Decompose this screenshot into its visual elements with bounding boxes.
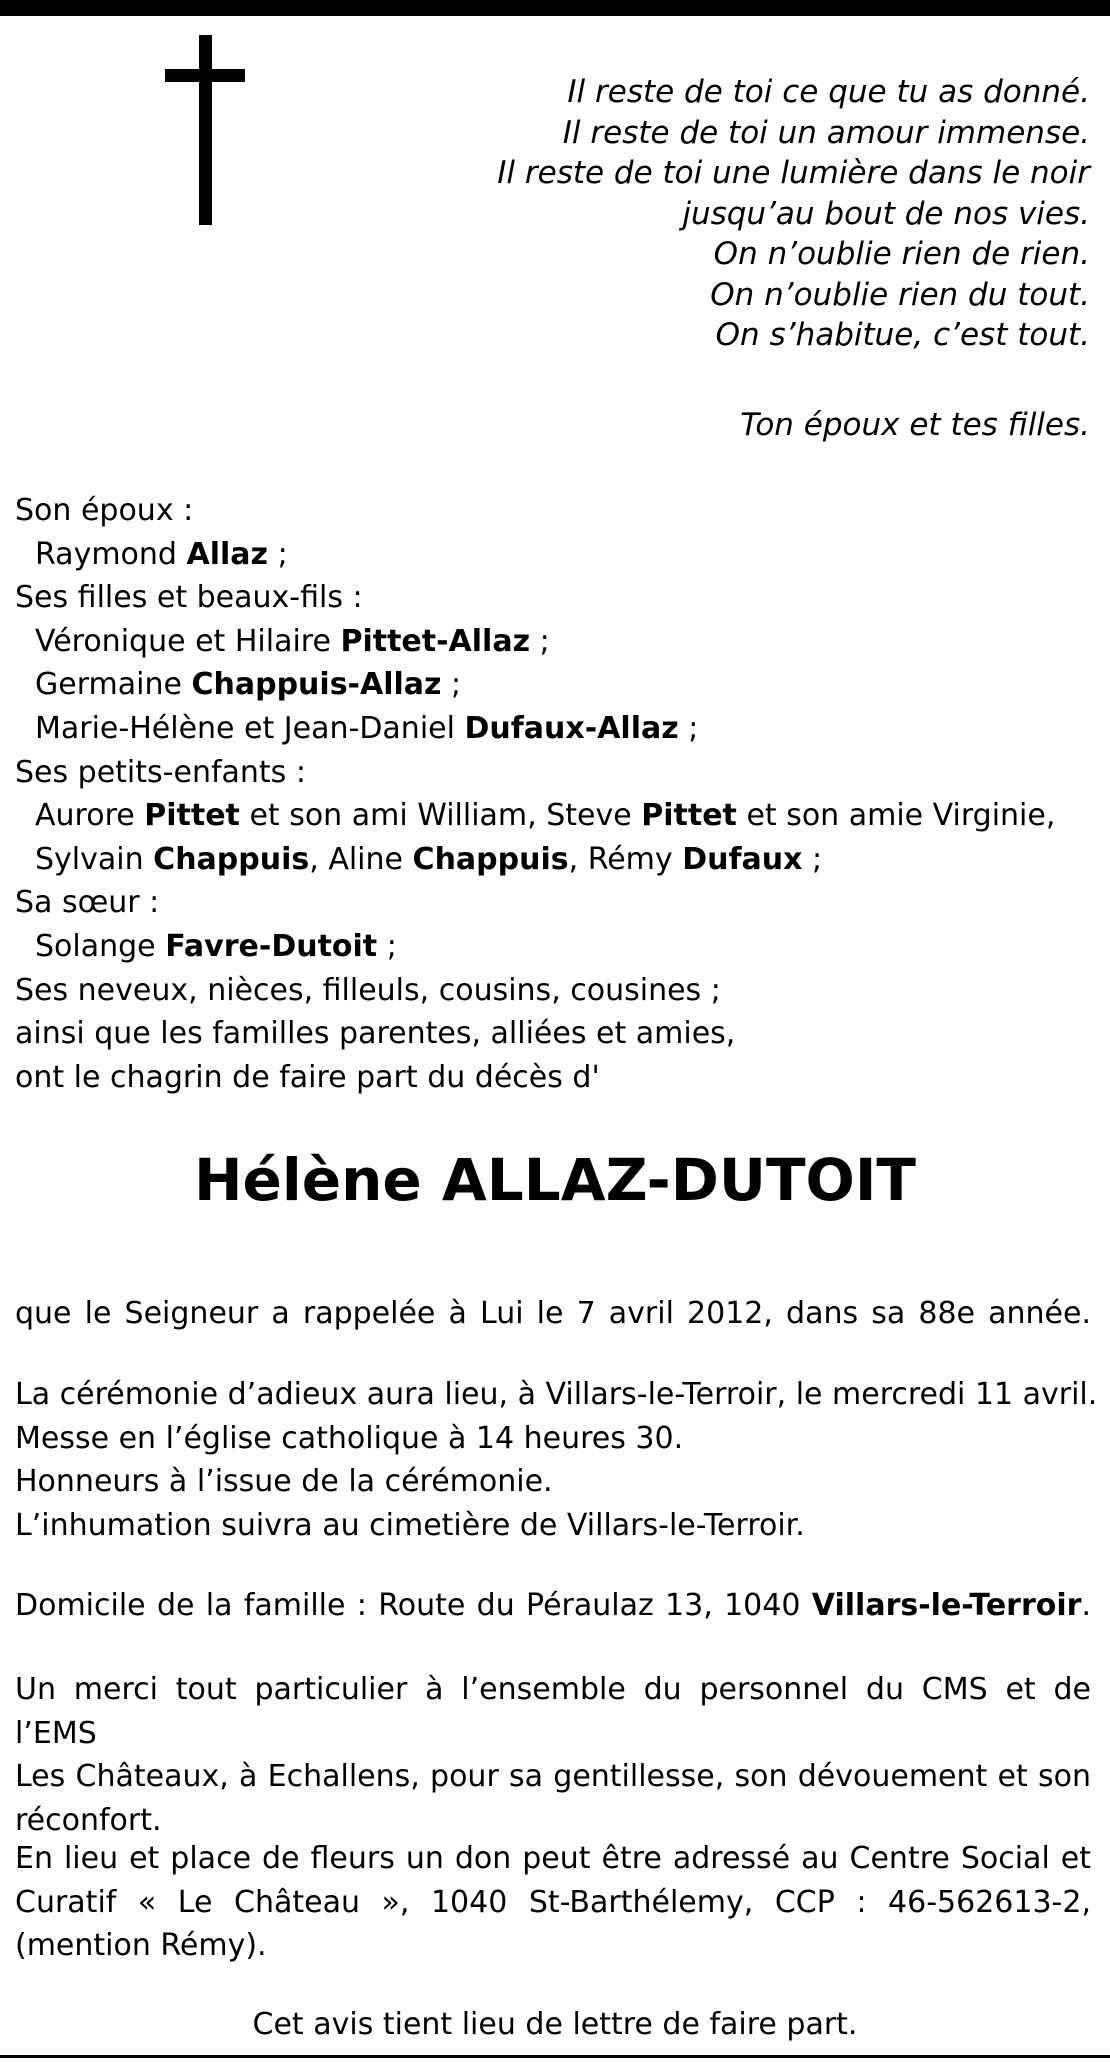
cross-icon	[165, 35, 245, 225]
domicile-line: Domicile de la famille : Route du Péraulaz 13, 1040 Villars-le-Terroir.	[15, 1588, 1091, 1623]
spouse-heading: Son époux :	[15, 493, 194, 528]
thanks-line: réconfort.	[15, 1802, 162, 1838]
donation-line: Curatif « Le Château », 1040 St-Barthélemy, CCP : 46-562613-2,	[15, 1884, 1091, 1920]
domicile-place: Villars-le-Terroir	[811, 1588, 1082, 1623]
ceremony-line: L’inhumation suivra au cimetière de Villars-le-Terroir.	[15, 1507, 805, 1543]
thanks-line: Les Châteaux, à Echallens, pour sa gentillesse, son dévouement et son	[15, 1759, 1091, 1794]
bottom-border	[0, 2055, 1110, 2058]
grandchildren-line: Aurore Pittet et son ami William, Steve Pittet et son amie Virginie,	[35, 798, 1056, 834]
grandchildren-line: Sylvain Chappuis, Aline Chappuis, Rémy Dufaux ;	[35, 841, 823, 877]
ceremony-line: La cérémonie d’adieux aura lieu, à Villars-le-Terroir, le mercredi 11 avril.	[15, 1377, 1098, 1412]
thanks-line: Un merci tout particulier à l’ensemble du personnel du CMS et de l’EMS	[15, 1672, 1091, 1751]
poem-line: jusqu’au bout de nos vies.	[682, 195, 1090, 232]
deceased-name: Hélène ALLAZ-DUTOIT	[194, 1146, 916, 1214]
relatives-line: Ses neveux, nièces, filleuls, cousins, cousines ;	[15, 972, 721, 1008]
thanks	[15, 1668, 1091, 1842]
poem-line: On n’oublie rien de rien.	[713, 236, 1090, 272]
poem-line: On s’habitue, c’est tout.	[715, 317, 1090, 353]
domicile	[15, 1584, 1091, 1628]
donation	[15, 1837, 1091, 1968]
ceremony-line: Messe en l’église catholique à 14 heures 30.	[15, 1420, 684, 1456]
ceremony-line: Honneurs à l’issue de la cérémonie.	[15, 1464, 553, 1499]
grandchildren-heading: Ses petits-enfants :	[15, 754, 306, 790]
sister-line: Solange Favre-Dutoit ;	[35, 928, 397, 964]
announcement-line: ont le chagrin de faire part du décès d'	[15, 1059, 600, 1095]
poem-line: Il reste de toi une lumière dans le noir	[497, 155, 1090, 191]
death-notice	[15, 1292, 1091, 1336]
donation-line: (mention Rémy).	[15, 1928, 267, 1963]
poem-line: Il reste de toi un amour immense.	[562, 114, 1090, 151]
sister-heading: Sa sœur :	[15, 885, 160, 921]
poem-signature: Ton époux et tes filles.	[740, 407, 1090, 443]
daughter-line: Germaine Chappuis-Allaz ;	[35, 667, 462, 703]
daughters-heading: Ses filles et beaux-fils :	[15, 580, 363, 616]
ceremony-info	[15, 1373, 1098, 1547]
death-notice-text: que le Seigneur a rappelée à Lui le 7 avril 2012, dans sa 88e année.	[15, 1296, 1091, 1331]
daughter-line: Marie-Hélène et Jean-Daniel Dufaux-Allaz ;	[35, 710, 699, 746]
family-list	[15, 489, 1095, 1099]
spouse-line: Raymond Allaz ;	[35, 536, 288, 572]
top-border	[0, 0, 1110, 16]
donation-line: En lieu et place de fleurs un don peut être adressé au Centre Social et	[15, 1841, 1091, 1876]
poem-line: Il reste de toi ce que tu as donné.	[567, 74, 1090, 110]
daughter-line: Véronique et Hilaire Pittet-Allaz ;	[35, 623, 550, 659]
poem	[410, 72, 1090, 356]
poem-line: On n’oublie rien du tout.	[710, 276, 1090, 313]
footer-note: Cet avis tient lieu de lettre de faire part.	[252, 2007, 858, 2042]
families-line: ainsi que les familles parentes, alliées et amies,	[15, 1016, 736, 1052]
